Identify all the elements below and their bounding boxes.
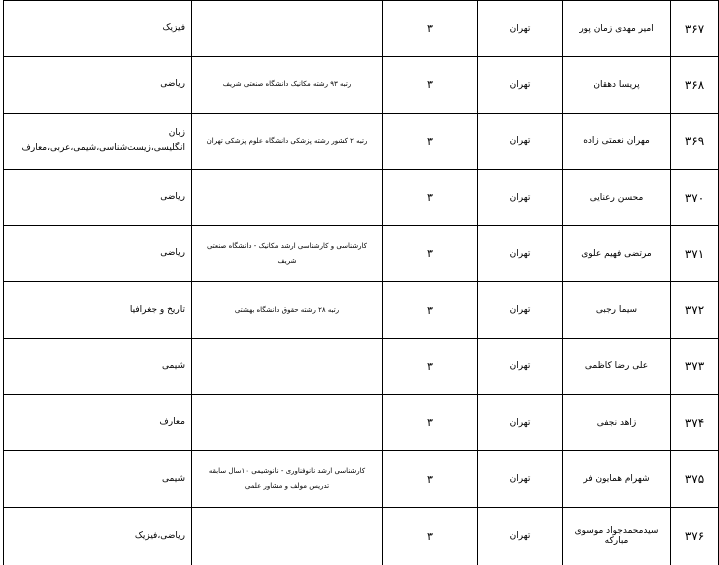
- table-row: [4, 1, 719, 57]
- resume: [192, 1, 383, 57]
- row-number: ۳۷۳: [671, 338, 719, 394]
- grade: ۳: [383, 451, 478, 507]
- city: تهران: [478, 338, 563, 394]
- city: تهران: [478, 395, 563, 451]
- subjects-text: شیمی: [162, 360, 185, 371]
- subjects: [4, 451, 192, 507]
- grade: ۳: [383, 1, 478, 57]
- subjects: [4, 282, 192, 338]
- table-row: [4, 507, 719, 565]
- city: تهران: [478, 113, 563, 169]
- subjects: [4, 395, 192, 451]
- teacher-name: مرتضی فهیم علوی: [563, 226, 671, 282]
- subjects: [4, 169, 192, 225]
- subjects-text: زبان انگلیسی،زیست‌شناسی،شیمی،عربی،معارف: [21, 128, 185, 154]
- table-row: [4, 395, 719, 451]
- teacher-name: سیما رجبی: [563, 282, 671, 338]
- city: تهران: [478, 282, 563, 338]
- teacher-name: مهران نعمتی زاده: [563, 113, 671, 169]
- resume: رتبه ۹۳ رشته مکانیک دانشگاه صنعتی شریف: [192, 57, 383, 113]
- subjects-text: ریاضی،فیزیک: [134, 530, 185, 541]
- teacher-name: محسن رعنایی: [563, 169, 671, 225]
- teacher-name: امیر مهدی زمان پور: [563, 1, 671, 57]
- subjects-text: فیزیک: [162, 23, 185, 34]
- resume: رتبه ۲۸ رشته حقوق دانشگاه بهشتی: [192, 282, 383, 338]
- resume: رتبه ۲ کشور رشته پزشکی دانشگاه علوم پزشکی تهران: [192, 113, 383, 169]
- teacher-name: شهرام همایون فر: [563, 451, 671, 507]
- row-number: ۳۷۵: [671, 451, 719, 507]
- grade: ۳: [383, 395, 478, 451]
- city: تهران: [478, 169, 563, 225]
- row-number: ۳۶۸: [671, 57, 719, 113]
- teachers-table: [3, 0, 719, 565]
- table-row: [4, 282, 719, 338]
- table-row: [4, 451, 719, 507]
- city: تهران: [478, 451, 563, 507]
- city: تهران: [478, 507, 563, 565]
- grade: ۳: [383, 338, 478, 394]
- table-row: [4, 57, 719, 113]
- teacher-name: پریسا دهقان: [563, 57, 671, 113]
- row-number: ۳۷۰: [671, 169, 719, 225]
- table-row: [4, 338, 719, 394]
- grade: ۳: [383, 282, 478, 338]
- subjects-text: ریاضی: [160, 79, 185, 90]
- grade: ۳: [383, 169, 478, 225]
- row-number: ۳۷۶: [671, 507, 719, 565]
- table-row: [4, 113, 719, 169]
- subjects-text: ریاضی: [160, 248, 185, 259]
- grade: ۳: [383, 507, 478, 565]
- grade: ۳: [383, 57, 478, 113]
- row-number: ۳۶۷: [671, 1, 719, 57]
- resume: [192, 338, 383, 394]
- grade: ۳: [383, 226, 478, 282]
- subjects: [4, 1, 192, 57]
- row-number: ۳۷۲: [671, 282, 719, 338]
- row-number: ۳۶۹: [671, 113, 719, 169]
- subjects-text: ریاضی: [160, 192, 185, 203]
- subjects: [4, 113, 192, 169]
- resume: [192, 169, 383, 225]
- subjects: [4, 226, 192, 282]
- row-number: ۳۷۴: [671, 395, 719, 451]
- table-row: [4, 169, 719, 225]
- teacher-name: علی رضا کاظمی: [563, 338, 671, 394]
- subjects: [4, 507, 192, 565]
- resume: [192, 507, 383, 565]
- city: تهران: [478, 226, 563, 282]
- city: تهران: [478, 57, 563, 113]
- teacher-name: سیدمحمدجواد موسوی مبارکه: [563, 507, 671, 565]
- resume: کارشناسی ارشد نانوفناوری - نانوشیمی ۱۰سال سابقه تدریس مولف و مشاور علمی: [192, 451, 383, 507]
- city: تهران: [478, 1, 563, 57]
- row-number: ۳۷۱: [671, 226, 719, 282]
- subjects: [4, 338, 192, 394]
- grade: ۳: [383, 113, 478, 169]
- subjects-text: تاریخ و جغرافیا: [129, 304, 185, 315]
- subjects-text: معارف: [159, 417, 185, 428]
- resume: کارشناسی و کارشناسی ارشد مکانیک - دانشگاه صنعتی شریف: [192, 226, 383, 282]
- resume: [192, 395, 383, 451]
- subjects-text: شیمی: [162, 473, 185, 484]
- subjects: [4, 57, 192, 113]
- teacher-name: زاهد نجفی: [563, 395, 671, 451]
- table-row: [4, 226, 719, 282]
